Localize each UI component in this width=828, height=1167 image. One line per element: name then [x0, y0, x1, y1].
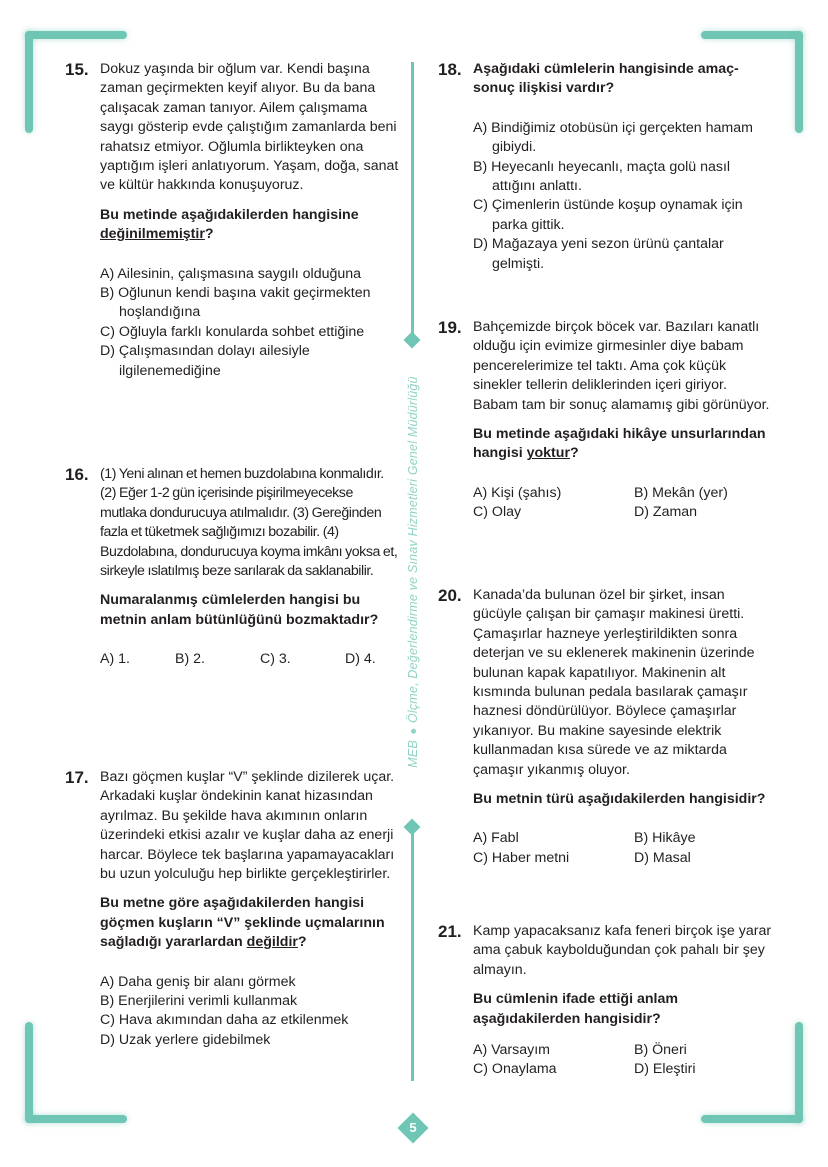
- option-a[interactable]: A) Daha geniş bir alanı görmek: [100, 973, 296, 990]
- option-c[interactable]: C) 3.: [260, 651, 291, 668]
- option-c[interactable]: C) Çimenlerin üstünde koşup oynamak için parka gittik.: [473, 197, 743, 233]
- answer-options: [473, 119, 773, 274]
- emphasized-word: değinilmemiştir: [100, 226, 205, 243]
- corner-bracket-bottom-left-h: [25, 1115, 127, 1123]
- option-a[interactable]: A) Kişi (şahıs): [473, 484, 562, 501]
- option-d[interactable]: D) Mağazaya yeni sezon ürünü çantalar gelmişti.: [473, 236, 724, 272]
- question-number: 20.: [438, 586, 462, 605]
- question-stem: Bu metne göre aşağıdakilerden hangisi göçmen kuşların “V” şeklinde uçmalarının sağladığı yararlardan değildir?: [100, 895, 385, 951]
- side-org: MEB: [406, 740, 420, 768]
- question-stem: Bu metinde aşağıdakilerden hangisine değinilmemiştir?: [100, 206, 359, 243]
- option-b[interactable]: B) Öneri: [634, 1042, 687, 1059]
- question-17: [65, 768, 400, 1050]
- answer-options: [100, 973, 400, 1051]
- question-19: [438, 318, 773, 523]
- question-stem: Bu cümlenin ifade ettiği anlam aşağıdakilerden hangisidir?: [473, 991, 678, 1027]
- question-number: 15.: [65, 60, 89, 79]
- corner-bracket-top-left-h: [25, 31, 127, 39]
- option-d[interactable]: D) Zaman: [634, 504, 698, 521]
- option-b[interactable]: B) Oğlunun kendi başına vakit geçirmekten hoşlandığına: [100, 285, 371, 321]
- question-15: [65, 60, 400, 381]
- question-stem: Aşağıdaki cümlelerin hangisinde amaç-sonuç ilişkisi vardır?: [473, 61, 739, 97]
- question-passage: Bahçemizde birçok böcek var. Bazıları kanatlı olduğu için evimize girmesinler diye babam pencerelerimize tel taktı. Ama çok küçük sinekler tellerin deliklerinden içeri giriyor. Babam tam bir sonuç alamamış gibi görünüyor.: [473, 319, 770, 413]
- question-passage: Dokuz yaşında bir oğlum var. Kendi başına zaman geçirmekten keyif alıyor. Bu da bana çalışacak zaman tanıyor. Ailem çalışmama saygı gösterip evde çalıştığım zamanlarda beni rahatsız etmiyor. Oğlumla birlikteyken ona yaptığım işleri anlatıyorum. Yaşam, doğa, sanat ve kültür hakkında konuşuyoruz.: [100, 61, 399, 194]
- option-d[interactable]: D) Çalışmasından dolayı ailesiyle ilgilenemediğine: [100, 343, 310, 379]
- corner-bracket-top-right-h: [701, 31, 803, 39]
- option-a[interactable]: A) Fabl: [473, 830, 519, 847]
- option-c[interactable]: C) Hava akımından daha az etkilenmek: [100, 1012, 349, 1029]
- option-d[interactable]: D) Masal: [634, 849, 691, 866]
- question-number: 16.: [65, 465, 89, 484]
- option-b[interactable]: B) Enerjilerini verimli kullanmak: [100, 993, 298, 1010]
- column-divider-bottom: [411, 826, 414, 1081]
- option-c[interactable]: C) Onaylama: [473, 1061, 557, 1078]
- option-c[interactable]: C) Oğluyla farklı konularda sohbet ettiğine: [100, 323, 365, 340]
- answer-options: [100, 650, 400, 669]
- question-passage: (1) Yeni alınan et hemen buzdolabına konmalıdır. (2) Eğer 1-2 gün içerisinde pişirilmeyecekse mutlaka dondurucuya atılmalıdır. (3) Gereğinden fazla et tüketmek sağlığımızı bozabilir. (4) Buzdolabına, dondurucuya koyma imkânı yoksa et, sirkeyle ıslatılmış beze sarılarak da saklanabilir.: [100, 466, 398, 580]
- option-d[interactable]: D) Uzak yerlere gidebilmek: [100, 1031, 271, 1048]
- question-number: 21.: [438, 922, 462, 941]
- divider-diamond-top: [404, 332, 421, 349]
- column-divider-top: [411, 62, 414, 338]
- question-number: 17.: [65, 768, 89, 787]
- answer-options: [473, 1041, 773, 1080]
- option-a[interactable]: A) Bindiğimiz otobüsün içi gerçekten hamam gibiydi.: [473, 119, 753, 156]
- option-c[interactable]: C) Olay: [473, 504, 522, 521]
- question-20: [438, 586, 773, 868]
- side-publisher-text: [406, 376, 420, 767]
- question-21: [438, 922, 773, 1080]
- emphasized-word: değildir: [246, 934, 298, 951]
- side-dept: Ölçme, Değerlendirme ve Sınav Hizmetleri Genel Müdürlüğü: [406, 376, 420, 724]
- question-stem: Numaralanmış cümlelerden hangisi bu metnin anlam bütünlüğünü bozmaktadır?: [100, 592, 379, 628]
- corner-bracket-bottom-right-v: [795, 1022, 803, 1123]
- question-16: [65, 465, 400, 670]
- option-b[interactable]: B) Mekân (yer): [634, 484, 728, 501]
- bullet-dot-icon: [411, 729, 416, 734]
- question-passage: Kamp yapacaksanız kafa feneri birçok işe yarar ama çabuk kaybolduğundan çok pahalı bir şey almayın.: [473, 923, 772, 978]
- option-a[interactable]: A) Varsayım: [473, 1042, 550, 1059]
- answer-options: [473, 829, 773, 868]
- question-passage: Bazı göçmen kuşlar “V” şeklinde dizilerek uçar. Arkadaki kuşlar öndekinin kanat hizasından ayrılmaz. Bu şekilde hava akımının onların üzerindeki etkisi azalır ve kuşlar daha az enerji harcar. Böylece tek başlarına yapamayacakları bu uzun yolculuğu hep birlikte gerçekleştirirler.: [100, 769, 395, 883]
- corner-bracket-bottom-left-v: [25, 1022, 33, 1123]
- question-stem: Bu metnin türü aşağıdakilerden hangisidir?: [473, 791, 766, 808]
- option-d[interactable]: D) Eleştiri: [634, 1061, 696, 1078]
- emphasized-word: yoktur: [526, 445, 570, 462]
- option-d[interactable]: D) 4.: [345, 651, 376, 668]
- question-18: [438, 60, 773, 274]
- question-passage: Kanada’da bulunan özel bir şirket, insan gücüyle çalışan bir çamaşır makinesi üretti. Çamaşırlar hazneye yerleştirildikten sonra deterjan ve su eklenerek makinenin üzerinde bulunan kapak kapatılıyor. Makinenin alt kısmında bulunan pedala basılarak çamaşır haznesi döndürülüyor. Böylece çamaşırlar yıkanıyor. Bu makine sayesinde elektrik kullanmadan kısa sürede ve az miktarda çamaşır yıkanmış oluyor.: [473, 587, 755, 778]
- corner-bracket-top-left-v: [25, 31, 33, 133]
- corner-bracket-bottom-right-h: [701, 1115, 803, 1123]
- option-a[interactable]: A) 1.: [100, 651, 130, 668]
- page-number-badge: [397, 1112, 429, 1144]
- answer-options: [100, 265, 400, 381]
- option-b[interactable]: B) Hikâye: [634, 830, 696, 847]
- option-a[interactable]: A) Ailesinin, çalışmasına saygılı olduğuna: [100, 265, 362, 282]
- answer-options: [473, 484, 773, 523]
- page-number: 5: [409, 1120, 417, 1135]
- option-c[interactable]: C) Haber metni: [473, 849, 570, 866]
- corner-bracket-top-right-v: [795, 31, 803, 133]
- option-b[interactable]: B) 2.: [175, 651, 205, 668]
- option-b[interactable]: B) Heyecanlı heyecanlı, maçta golü nasıl attığını anlattı.: [473, 158, 731, 195]
- question-number: 19.: [438, 318, 462, 337]
- question-stem: Bu metinde aşağıdaki hikâye unsurlarından hangisi yoktur?: [473, 426, 766, 462]
- question-number: 18.: [438, 60, 462, 79]
